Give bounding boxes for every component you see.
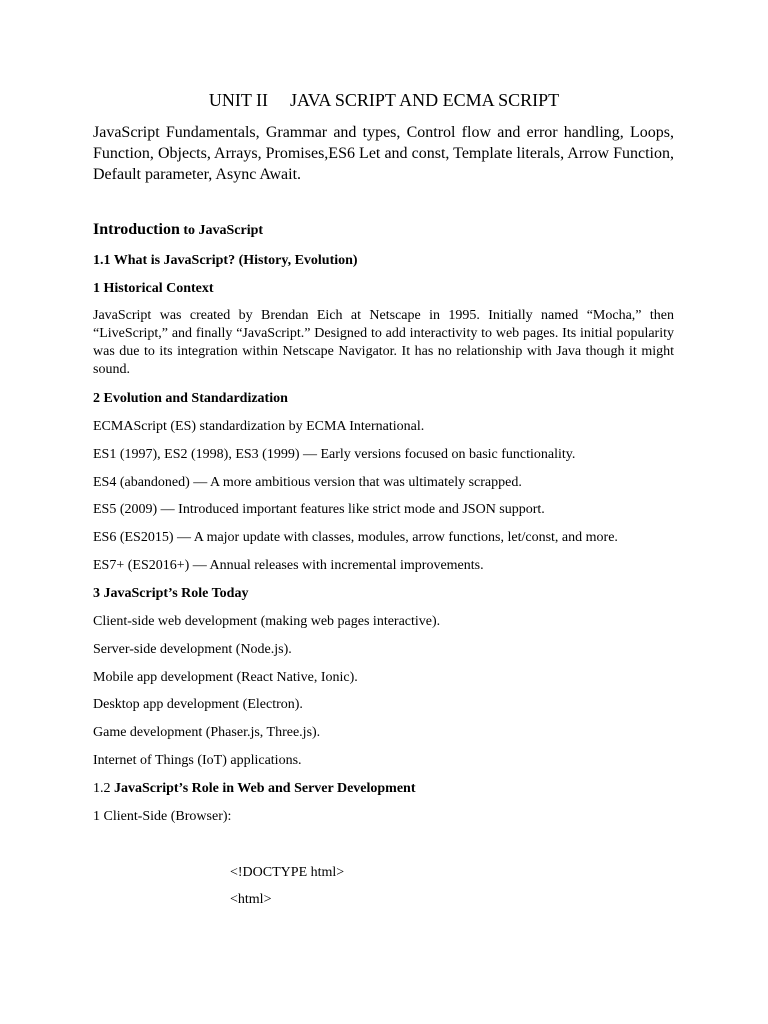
introduction-bold: Introduction	[93, 221, 180, 238]
role-item: Server-side development (Node.js).	[93, 642, 292, 657]
topics-paragraph: JavaScript Fundamentals, Grammar and types, Control flow and error handling, Loops, Function, Objects, Arrays, Promises,ES6 Let and const, Template literals, Arrow Function, Default parameter, Async Await.	[93, 124, 674, 183]
introduction-rest: to JavaScript	[179, 223, 264, 238]
evolution-item: ES6 (ES2015) — A major update with classes, modules, arrow functions, let/const, and more.	[93, 530, 618, 545]
role-item: Desktop app development (Electron).	[93, 697, 303, 712]
role-item: Client-side web development (making web pages interactive).	[93, 614, 441, 629]
role-item: Internet of Things (IoT) applications.	[93, 753, 302, 768]
section-1-2-heading	[93, 780, 416, 798]
introduction-heading	[93, 221, 263, 240]
evolution-item: ES5 (2009) — Introduced important features like strict mode and JSON support.	[93, 502, 545, 517]
unit-label: UNIT II	[208, 90, 269, 110]
code-line: <html>	[230, 892, 272, 907]
role-item: Mobile app development (React Native, Ionic).	[93, 670, 358, 685]
section-1-1-heading: 1.1 What is JavaScript? (History, Evolution)	[93, 253, 358, 268]
role-item: Game development (Phaser.js, Three.js).	[93, 725, 321, 740]
evolution-item: ES4 (abandoned) — A more ambitious version that was ultimately scrapped.	[93, 475, 522, 490]
client-side-heading: 1 Client-Side (Browser):	[93, 809, 232, 824]
code-line: <!DOCTYPE html>	[230, 865, 345, 880]
section-1-2-number: 1.2	[93, 781, 114, 796]
role-today-heading: 3 JavaScript’s Role Today	[93, 586, 249, 601]
evolution-item: ECMAScript (ES) standardization by ECMA International.	[93, 419, 425, 434]
historical-context-heading: 1 Historical Context	[93, 281, 214, 296]
unit-subject: JAVA SCRIPT AND ECMA SCRIPT	[290, 90, 560, 110]
evolution-heading: 2 Evolution and Standardization	[93, 391, 288, 406]
historical-context-paragraph: JavaScript was created by Brendan Eich at Netscape in 1995. Initially named “Mocha,” then “LiveScript,” and finally “JavaScript.” Designed to add interactivity to web pages. Its initial popularity was due to its integration within Netscape Navigator. It has no relationship with Java though it might sound.	[93, 308, 674, 377]
section-1-2-title: JavaScript’s Role in Web and Server Development	[114, 781, 416, 796]
evolution-item: ES7+ (ES2016+) — Annual releases with incremental improvements.	[93, 558, 484, 573]
evolution-item: ES1 (1997), ES2 (1998), ES3 (1999) — Early versions focused on basic functionality.	[93, 447, 576, 462]
page-title	[0, 89, 768, 111]
